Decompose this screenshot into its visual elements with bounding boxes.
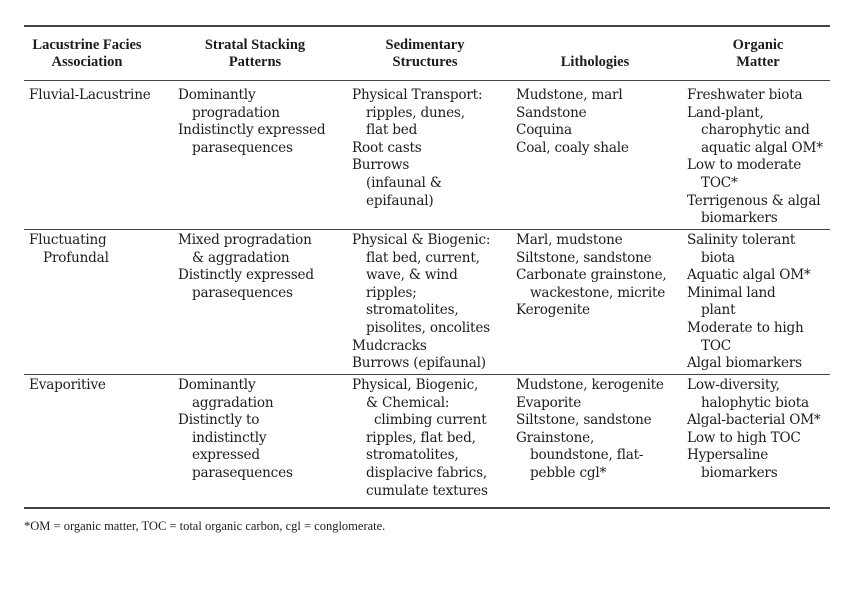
bottom-rule xyxy=(24,507,830,509)
cell-line: biomarkers xyxy=(701,210,778,227)
cell-line: Sandstone xyxy=(516,104,587,121)
cell-line: Grainstone, xyxy=(516,429,595,446)
cell-line: Terrigenous & algal xyxy=(687,192,821,209)
cell-line: Fluctuating xyxy=(29,232,107,248)
table-cell-structures xyxy=(352,377,488,500)
cell-line: plant xyxy=(701,302,736,319)
cell-line: Physical, Biogenic, xyxy=(352,377,479,393)
table-cell-facies xyxy=(29,377,106,395)
header-organic-matter xyxy=(688,37,828,71)
row-divider xyxy=(24,229,830,230)
cell-line: flat bed xyxy=(366,122,418,139)
cell-line: stromatolites, xyxy=(366,447,459,464)
row-divider xyxy=(24,374,830,375)
cell-line: climbing current xyxy=(374,412,487,429)
table-cell-stacking xyxy=(178,377,293,483)
cell-line: Marl, mudstone xyxy=(516,232,623,248)
header-lithologies xyxy=(520,37,670,71)
top-rule xyxy=(24,25,830,27)
table-cell-organic xyxy=(687,232,811,373)
cell-line: Fluvial-Lacustrine xyxy=(29,87,151,103)
cell-line: Low to moderate xyxy=(687,157,802,174)
cell-line: Minimal land xyxy=(687,284,776,301)
table-cell-lithologies xyxy=(516,232,667,320)
header-line: Organic xyxy=(732,37,784,53)
cell-line: indistinctly xyxy=(192,429,267,446)
cell-line: (infaunal & xyxy=(366,174,442,191)
table-cell-organic xyxy=(687,377,821,483)
cell-line: Low-diversity, xyxy=(687,377,780,393)
cell-line: Siltstone, sandstone xyxy=(516,412,652,429)
cell-line: Mudstone, kerogenite xyxy=(516,377,664,393)
cell-line: TOC xyxy=(701,337,732,354)
table-cell-facies xyxy=(29,232,109,267)
table-cell-structures xyxy=(352,232,490,373)
table-cell-stacking xyxy=(178,232,314,302)
cell-line: ripples; xyxy=(366,284,417,301)
cell-line: pebble cgl* xyxy=(530,464,607,481)
cell-line: Physical Transport: xyxy=(352,87,483,103)
cell-line: ripples, flat bed, xyxy=(366,429,476,446)
cell-line: Burrows xyxy=(352,157,410,174)
table-cell-lithologies xyxy=(516,87,629,157)
cell-line: Algal biomarkers xyxy=(687,355,802,372)
cell-line: charophytic and xyxy=(701,122,810,139)
cell-line: parasequences xyxy=(192,284,293,301)
cell-line: Hypersaline xyxy=(687,447,769,464)
header-line: Matter xyxy=(736,54,780,70)
cell-line: progradation xyxy=(192,104,280,121)
cell-line: aggradation xyxy=(192,394,274,411)
header-stacking-patterns xyxy=(180,37,330,71)
cell-line: Mixed progradation xyxy=(178,232,312,248)
cell-line: Profundal xyxy=(43,249,109,266)
cell-line: halophytic biota xyxy=(701,394,809,411)
cell-line: Dominantly xyxy=(178,87,256,103)
header-line: Structures xyxy=(392,54,458,70)
cell-line: Distinctly expressed xyxy=(178,267,314,284)
cell-line: Mudstone, marl xyxy=(516,87,623,103)
cell-line: Land-plant, xyxy=(687,104,764,121)
cell-line: flat bed, current, xyxy=(366,249,480,266)
cell-line: Carbonate grainstone, xyxy=(516,267,667,284)
cell-line: Low to high TOC xyxy=(687,429,801,446)
cell-line: parasequences xyxy=(192,139,293,156)
table-cell-stacking xyxy=(178,87,325,157)
cell-line: Distinctly to xyxy=(178,412,260,429)
header-line: Association xyxy=(51,54,123,70)
cell-line: Kerogenite xyxy=(516,302,590,319)
table-cell-lithologies xyxy=(516,377,664,483)
cell-line: Root casts xyxy=(352,139,422,156)
header-line: Sedimentary xyxy=(385,37,465,53)
cell-line: Salinity tolerant xyxy=(687,232,796,248)
header-line: Stratal Stacking xyxy=(204,37,306,53)
cell-line: boundstone, flat- xyxy=(530,447,644,464)
cell-line: Burrows (epifaunal) xyxy=(352,355,486,372)
cell-line: expressed xyxy=(192,447,260,464)
cell-line: & aggradation xyxy=(192,249,290,266)
cell-line: Algal-bacterial OM* xyxy=(687,412,821,429)
header-line: Patterns xyxy=(228,54,282,70)
header-facies-association xyxy=(24,37,150,71)
cell-line: stromatolites, xyxy=(366,302,459,319)
cell-line: displacive fabrics, xyxy=(366,464,487,481)
cell-line: wackestone, micrite xyxy=(530,284,666,301)
cell-line: Evaporitive xyxy=(29,377,106,393)
cell-line: TOC* xyxy=(701,174,738,191)
cell-line: aquatic algal OM* xyxy=(701,139,823,156)
table-footnote: *OM = organic matter, TOC = total organic carbon, cgl = conglomerate. xyxy=(24,519,386,533)
table-cell-structures xyxy=(352,87,482,210)
cell-line: epifaunal) xyxy=(366,192,434,209)
cell-line: & Chemical: xyxy=(366,394,450,411)
cell-line: Moderate to high xyxy=(687,319,804,336)
cell-line: parasequences xyxy=(192,464,293,481)
cell-line: Aquatic algal OM* xyxy=(687,267,811,284)
cell-line: Indistinctly expressed xyxy=(178,122,326,139)
cell-line: cumulate textures xyxy=(366,482,488,499)
cell-line: biomarkers xyxy=(701,464,778,481)
table-cell-organic xyxy=(687,87,823,228)
cell-line: Freshwater biota xyxy=(687,87,803,103)
cell-line: Siltstone, sandstone xyxy=(516,249,652,266)
cell-line: ripples, dunes, xyxy=(366,104,465,121)
cell-line: Physical & Biogenic: xyxy=(352,232,491,248)
cell-line: Coal, coaly shale xyxy=(516,139,629,156)
header-line: Lacustrine Facies xyxy=(32,37,142,53)
header-line: Lithologies xyxy=(560,54,630,70)
cell-line: Dominantly xyxy=(178,377,256,393)
table-cell-facies xyxy=(29,87,151,105)
cell-line: biota xyxy=(701,249,735,266)
header-rule xyxy=(24,80,830,81)
cell-line: Evaporite xyxy=(516,394,582,411)
cell-line: Mudcracks xyxy=(352,337,427,354)
cell-line: pisolites, oncolites xyxy=(366,319,490,336)
header-sedimentary-structures xyxy=(345,37,505,71)
cell-line: Coquina xyxy=(516,122,572,139)
cell-line: wave, & wind xyxy=(366,267,458,284)
